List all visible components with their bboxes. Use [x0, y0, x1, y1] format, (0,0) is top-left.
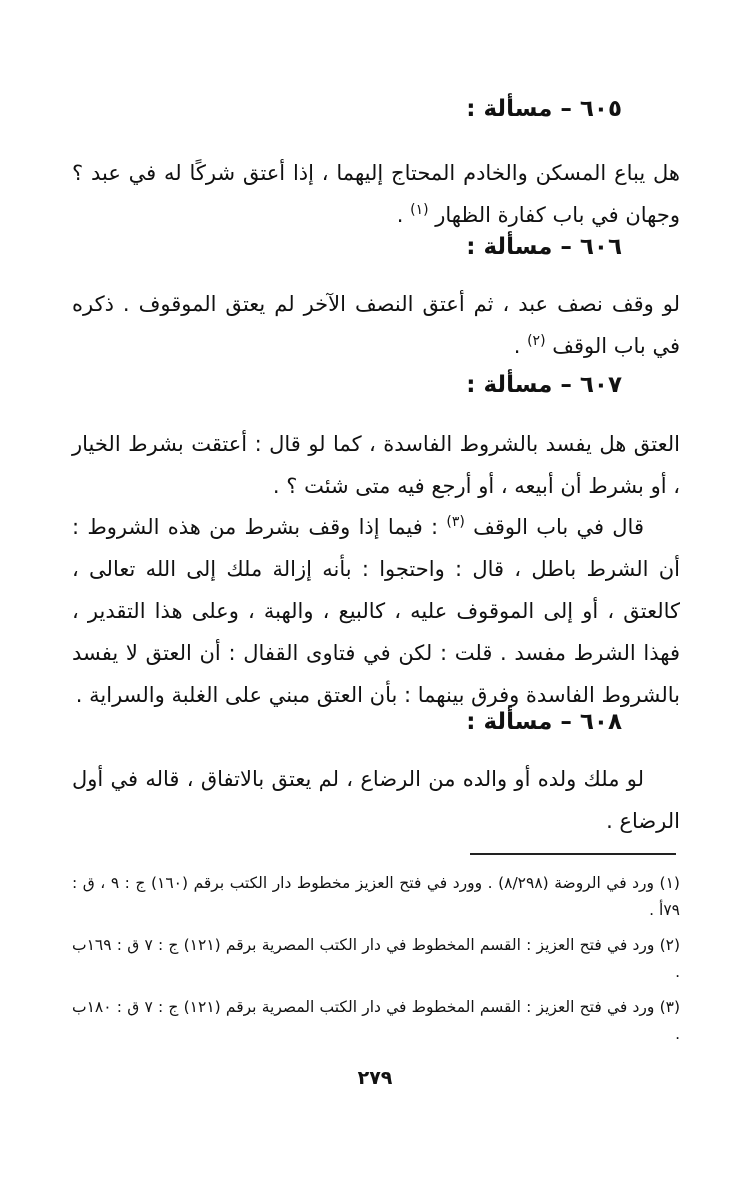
footnote-3: (٣) ورد في فتح العزيز : القسم المخطوط في دار الكتب المصرية برقم (١٢١) ج : ٧ ق : ١٨٠ب .	[72, 998, 681, 1043]
footnote-2: (٢) ورد في فتح العزيز : القسم المخطوط في دار الكتب المصرية برقم (١٢١) ج : ٧ ق : ١٦٩ب .	[72, 936, 681, 981]
footnote-ref-2: (٢)	[527, 333, 546, 349]
footnote-ref-3: (٣)	[446, 514, 465, 530]
issue-605-text	[72, 152, 680, 236]
issue-607-heading: ٦٠٧ – مسألة :	[466, 372, 622, 398]
issue-605-end: .	[396, 203, 411, 227]
issue-608-text: لو ملك ولده أو والده من الرضاع ، لم يعتق بالاتفاق ، قاله في أول الرضاع .	[72, 767, 680, 833]
footnote-divider	[470, 853, 676, 855]
issue-607-commentary-start: قال في باب الوقف	[473, 515, 644, 539]
issue-606-body: لو وقف نصف عبد ، ثم أعتق النصف الآخر لم يعتق الموقوف . ذكره في باب الوقف	[72, 292, 680, 358]
issue-607-commentary	[72, 506, 680, 716]
footnote-1: (١) ورد في الروضة (٨/٢٩٨) . وورد في فتح العزيز مخطوط دار الكتب برقم (١٦٠) ج : ٩ ، ق : ٧٩أ .	[72, 874, 680, 919]
issue-606-heading: ٦٠٦ – مسألة :	[466, 234, 622, 260]
issue-605-heading: ٦٠٥ – مسألة :	[466, 96, 622, 122]
issue-606-end: .	[513, 334, 528, 358]
issue-605-body: هل يباع المسكن والخادم المحتاج إليهما ، إذا أعتق شركًا له في عبد ؟ وجهان في باب كفارة الظهار	[72, 161, 680, 227]
issue-607-text: العتق هل يفسد بالشروط الفاسدة ، كما لو قال : أعتقت بشرط الخيار ، أو بشرط أن أبيعه ، أو أرجع فيه متى شئت ؟ .	[72, 432, 680, 498]
page-number: ٢٧٩	[357, 1067, 393, 1089]
issue-606-text	[72, 283, 680, 367]
footnote-ref-1: (١)	[410, 202, 429, 218]
issue-608-heading: ٦٠٨ – مسألة :	[466, 709, 622, 735]
issue-607-commentary-rest: : فيما إذا وقف بشرط من هذه الشروط : أن الشرط باطل ، قال : واحتجوا : بأنه إزالة ملك إلى الله تعالى ، كالعتق ، أو إلى الموقوف عليه ، كالبيع ، والهبة ، وعلى هذا التقدير ، فهذا الشرط مفسد . قلت : لكن في فتاوى القفال : أن العتق لا يفسد بالشروط الفاسدة وفرق بينهما : بأن العتق مبني على الغلبة والسراية .	[72, 515, 680, 707]
